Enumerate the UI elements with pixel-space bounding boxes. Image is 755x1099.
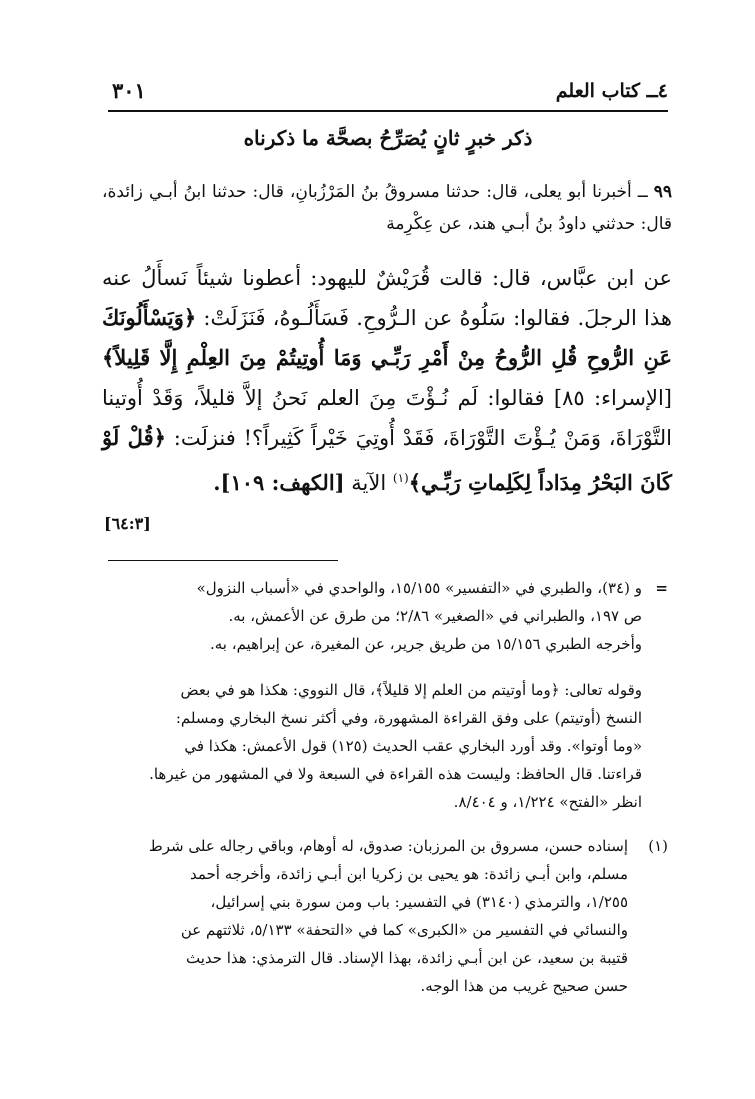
footnote-line: ١/٢٥٥، والترمذي (٣١٤٠) في التفسير: باب ومن سورة بني إسرائيل، (210, 893, 628, 911)
isnad-text: ــ أخبرنا أبو يعلى، قال: حدثنا مسروقُ بنُ المَرْزُبانِ، قال: حدثنا ابنُ أبـي زائدة، قال: حدثني داودُ بنُ أبـي هند، عن عِكْرِمة (102, 182, 672, 234)
footnote-line: وقوله تعالى: ﴿وما أوتيتم من العلم إلا قليلاً﴾، قال النووي: هكذا هو في بعض (180, 681, 642, 699)
footnote-line: «وما أوتوا». وقد أورد البخاري عقب الحديث (١٢٥) قول الأعمش: هكذا في (184, 737, 642, 755)
footnote-line: النسخ (أوتيتم) على وفق القراءة المشهورة، وفي أكثر نسخ البخاري ومسلم: (175, 709, 642, 727)
matn-part-2: فقالوا: لَم نُـؤْتَ مِنَ العلم نَحنُ إلاَّ قليلاً، وَقَدْ أُوتينا التَّوْرَاةَ، وَمَنْ يُـؤْتَ التَّوْرَاةَ، فَقَدْ أُوتِيَ خَيْراً كَثِيراً؟! فنزلَت: (102, 386, 672, 450)
footnote-continuation (104, 574, 668, 658)
matn-part-1: عن ابن عبَّاس، قال: قالت قُرَيْشٌ لليهود: أعطونا شيئاً نَسأَلُ عنه هذا الرجلَ. فقالوا: سَلُوهُ عن الـرُّوحِ. فَسَأَلُـوهُ، فَنَزَلَتْ: (102, 266, 672, 330)
quran-verse-2: ﴿قُلْ لَوْ كَانَ البَحْرُ مِدَاداً لِكَلِماتِ رَبِّـي﴾ (102, 425, 672, 495)
footnote-separator (108, 560, 338, 561)
hadith-number: ٩٩ (653, 182, 672, 202)
footnote-line: والنسائي في التفسير من «الكبرى» كما في «التحفة» ٥/١٣٣، ثلاثتهم عن (180, 921, 628, 939)
hadith-isnad (102, 176, 672, 240)
footnote-1 (104, 832, 668, 1000)
cross-reference: [٦٤:٣] (104, 514, 151, 533)
footnote-line: و (٣٤)، والطبري في «التفسير» ١٥/١٥٥، والواحدي في «أسباب النزول» (196, 579, 642, 597)
footnote-line: انظر «الفتح» ١/٢٢٤، و ٨/٤٠٤. (453, 793, 642, 811)
quran-ref-2: [الكهف: ١٠٩]. (213, 470, 345, 495)
page-header (108, 74, 668, 112)
footnote-line: إسناده حسن، مسروق بن المرزبان: صدوق، له أوهام، وباقي رجاله على شرط (148, 837, 628, 855)
footnote-line: وأخرجه الطبري ١٥/١٥٦ من طريق جرير، عن المغيرة، عن إبراهيم، به. (209, 635, 642, 653)
footnote-commentary (104, 676, 668, 816)
footnote-line: حسن صحيح غريب من هذا الوجه. (420, 977, 628, 995)
quran-ref-1: [الإسراء: ٨٥] (553, 386, 672, 410)
hadith-matn (102, 258, 672, 503)
section-title: ذكر خبرٍ ثانٍ يُصَرِّحُ بصحَّة ما ذكرناه (243, 126, 533, 150)
footnote-line: مسلم، وابن أبـي زائدة: هو يحيى بن زكريا ابن أبـي زائدة، وأخرجه أحمد (189, 865, 628, 883)
footnote-line: قراءتنا. قال الحافظ: وليست هذه القراءة في السبعة ولا في المشهور من غيرها. (149, 765, 642, 783)
footnote-1-marker: (١) (648, 837, 668, 855)
matn-part-3: الآية (351, 471, 387, 495)
footnote-ref[interactable]: (١) (392, 471, 409, 485)
quran-verse-1: ﴿وَيَسْأَلُونَكَ عَنِ الرُّوحِ قُلِ الرُّوحُ مِنْ أَمْرِ رَبِّـي وَمَا أُوتِيتُمْ مِنَ العِلْمِ إِلَّا قَلِيلاً﴾ (102, 305, 672, 370)
continuation-marker: = (655, 579, 668, 597)
page-number: ٣٠١ (112, 78, 146, 103)
chapter-title: ٤ــ كتاب العلم (555, 80, 668, 102)
footnote-line: ص ١٩٧، والطبراني في «الصغير» ٢/٨٦؛ من طرق عن الأعمش، به. (228, 607, 642, 625)
footnote-line: قتيبة بن سعيد، عن ابن أبـي زائدة، بهذا الإسناد. قال الترمذي: هذا حديث (185, 949, 628, 967)
